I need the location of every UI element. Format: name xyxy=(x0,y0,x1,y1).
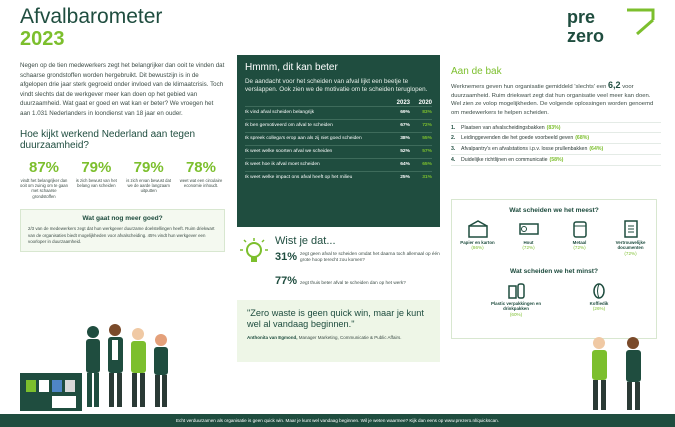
waste-pct: (60%) xyxy=(509,311,523,317)
fact-percentage: 77% xyxy=(275,275,298,287)
solution-number: 3. xyxy=(451,146,456,153)
workers-illustration xyxy=(20,318,225,411)
stat-value: 79% xyxy=(133,158,164,176)
year-2023-label: 2023 xyxy=(396,99,410,106)
page-title: Afvalbarometer xyxy=(20,5,163,28)
waste-label: Koffiedik xyxy=(589,300,609,306)
row-question: Ik weet welke impact ons afval heeft op het milieu xyxy=(245,175,353,181)
table-row xyxy=(245,132,432,145)
could-be-better-panel xyxy=(237,55,440,227)
stat-value: 79% xyxy=(81,158,112,176)
bak-score: 6,2 xyxy=(608,80,621,90)
bak-text-pre: Werknemers geven hun organisatie gemiddeld 'slechts' een xyxy=(451,84,607,90)
page-year: 2023 xyxy=(20,28,65,50)
most-heading: Wat scheiden we het meest? xyxy=(509,207,599,214)
panel-subtitle: De aandacht voor het scheiden van afval lijkt een beetje te verslappen. Ook zien we de motivatie om te scheiden teruglopen. xyxy=(245,78,428,94)
waste-label: Hout xyxy=(523,240,534,245)
document-icon xyxy=(620,220,642,238)
fact-text: zegt geen afval te scheiden omdat het daarna toch allemaal op één grote hoop terecht zou komen? xyxy=(300,251,440,263)
fact-text: zegt thuis beter afval te scheiden dan op het werk? xyxy=(300,280,406,285)
fact-row xyxy=(275,251,440,264)
row-value-2023: 25% xyxy=(400,175,410,181)
bak-text xyxy=(451,81,661,117)
more-good-text: 2/3 van de medewerkers zegt dat hun werkgever duurzame doelstellingen heeft. Ruim driekwart van de organisaties biedt mogelijkheden voor afvalscheiding. 45% vindt hun werkgever een voorloper in duurzaamheid. xyxy=(28,226,215,244)
waste-item xyxy=(454,220,502,257)
row-value-2020: 31% xyxy=(422,175,432,181)
prezero-logo xyxy=(567,6,657,46)
stat-item xyxy=(72,160,120,200)
netherlands-stats xyxy=(20,160,225,200)
solutions-list xyxy=(451,122,661,166)
year-2020-label: 2020 xyxy=(418,99,432,106)
waste-label: Vertrouwelijke documenten xyxy=(615,240,646,251)
stat-item xyxy=(177,160,225,200)
stat-label: vindt het belangrijker dan ooit om zuinig om te gaan met schaarse grondstoffen xyxy=(20,177,68,199)
list-item xyxy=(451,133,661,144)
stat-item xyxy=(125,160,173,200)
table-row xyxy=(245,145,432,158)
footer-bar: Echt verduurzamen als organisatie is geen quick win. Maar je kunt wel vandaag beginnen. Wil je weten waarmee? Kijk dan eens op www.prezero.nl/quickscan. xyxy=(0,414,675,427)
row-question: Ik weet welke soorten afval we scheiden xyxy=(245,149,333,155)
logo-line2: zero xyxy=(567,26,605,46)
row-value-2023: 52% xyxy=(400,149,410,155)
waste-label: Plastic verpakkingen en drinkpakken xyxy=(490,300,542,312)
plastic-icon xyxy=(505,281,527,299)
row-value-2023: 64% xyxy=(400,162,410,168)
waste-item xyxy=(485,281,547,318)
quote-text: "Zero waste is geen quick win, maar je kunt wel al vandaag beginnen." xyxy=(247,308,424,329)
waste-pct: (86%) xyxy=(471,245,484,251)
waste-pct: (26%) xyxy=(592,306,606,312)
colleagues-illustration xyxy=(575,335,660,413)
list-item xyxy=(451,144,661,155)
solution-label: Duidelijke richtlijnen en communicatie xyxy=(461,157,548,164)
coffee-icon xyxy=(588,281,610,299)
waste-separation-box xyxy=(451,199,657,339)
solution-number: 2. xyxy=(451,135,456,142)
waste-item xyxy=(505,220,553,257)
fact-percentage: 31% xyxy=(275,251,298,263)
solution-number: 1. xyxy=(451,124,456,131)
row-value-2023: 38% xyxy=(400,136,410,142)
waste-item xyxy=(556,220,604,257)
solution-label: Leidinggevenden die het goede voorbeeld geven xyxy=(461,135,574,142)
row-value-2020: 65% xyxy=(422,162,432,168)
bak-heading: Aan de bak xyxy=(451,66,502,77)
waste-label: Metaal xyxy=(572,240,587,245)
row-question: Ik vind afval scheiden belangrijk xyxy=(245,110,315,116)
table-row xyxy=(245,119,432,132)
least-heading: Wat scheiden we het minst? xyxy=(509,267,599,275)
waste-pct: (72%) xyxy=(624,250,637,256)
logo-line1: pre xyxy=(567,7,596,27)
solution-pct: (58%) xyxy=(549,157,564,164)
list-item xyxy=(451,122,661,133)
panel-heading: Hmmm, dit kan beter xyxy=(245,62,338,73)
list-item xyxy=(451,155,661,166)
fact-row xyxy=(275,275,440,287)
waste-pct: (72%) xyxy=(522,245,535,251)
solution-pct: (83%) xyxy=(546,124,561,131)
stat-value: 78% xyxy=(185,158,216,176)
table-row xyxy=(245,158,432,171)
most-separated-list xyxy=(452,220,656,257)
table-row xyxy=(245,171,432,184)
row-question: Ik ben gemotiveerd om afval te scheiden xyxy=(245,123,333,129)
row-value-2020: 83% xyxy=(422,110,432,116)
bak-text-post: voor duurzaamheid. Ruim driekwart zegt dat hun organisatie veel meer kan doen. Wel zien ze volop mogelijkheden. De volgende oplossingen worden genoemd om medewerkers te helpen scheiden. xyxy=(451,84,654,116)
stat-label: is zich bewust van het belang van scheiden xyxy=(75,177,117,188)
solution-pct: (64%) xyxy=(589,146,604,153)
row-value-2023: 67% xyxy=(400,123,410,129)
quote-role: Manager Marketing, Communicatie & Public Affairs. xyxy=(298,335,402,340)
metal-icon xyxy=(569,220,591,238)
wood-icon xyxy=(518,220,540,238)
solution-label: Afvalpantry's en afvalstations i.p.v. losse prullenbakken xyxy=(461,146,588,153)
row-value-2020: 55% xyxy=(422,136,432,142)
more-good-box xyxy=(20,209,225,252)
left-column xyxy=(20,6,225,252)
waste-pct: (72%) xyxy=(573,245,586,251)
row-value-2023: 69% xyxy=(400,110,410,116)
row-question: Ik spreek collega's erop aan als zij niet goed scheiden xyxy=(245,136,362,142)
solution-pct: (68%) xyxy=(575,135,590,142)
paper-box-icon xyxy=(467,220,489,238)
stat-label: weet wat een circulaire economie inhoudt. xyxy=(179,177,223,188)
more-good-heading: Wat gaat nog meer goed? xyxy=(82,215,163,223)
waste-item xyxy=(607,220,655,257)
solution-label: Plaatsen van afvalscheidingsbakken xyxy=(461,124,545,131)
stat-item xyxy=(20,160,68,200)
did-you-know-heading: Wist je dat... xyxy=(275,235,336,247)
quote-box xyxy=(237,300,440,362)
intro-text: Negen op de tien medewerkers zegt het belangrijker dan ooit te vinden dat schaarse grondstoffen worden hergebruikt. Dit bewustzijn is in de afgelopen drie jaar sterk gegroeid onder invloed van de klimaatcrisis. Toch vindt slechts dat de werkgever meer kan doen op het gebied van duurzaamheid. Wat gaat er goed en wat kan er beter? We vroegen het aan 1.031 Nederlanders in loondienst van 18 jaar en ouder. xyxy=(20,62,225,117)
quote-attribution xyxy=(247,335,430,340)
table-row xyxy=(245,106,432,119)
waste-item xyxy=(575,281,623,318)
row-value-2020: 72% xyxy=(422,123,432,129)
solution-number: 4. xyxy=(451,157,456,164)
quote-author: Anthonita van Egmond, xyxy=(247,335,298,340)
right-column xyxy=(451,66,661,166)
row-question: Ik weet hoe ik afval moet scheiden xyxy=(245,162,320,168)
stat-label: is zich ervan bewust dat we de aarde langzaam uitputten xyxy=(126,177,171,194)
stat-value: 87% xyxy=(28,158,60,176)
lightbulb-icon xyxy=(239,237,269,267)
waste-label: Papier en karton xyxy=(460,240,495,245)
did-you-know-section xyxy=(237,235,440,297)
least-separated-list xyxy=(452,281,656,318)
netherlands-heading: Hoe kijkt werkend Nederland aan tegen duurzaamheid? xyxy=(20,128,196,151)
row-value-2020: 57% xyxy=(422,149,432,155)
